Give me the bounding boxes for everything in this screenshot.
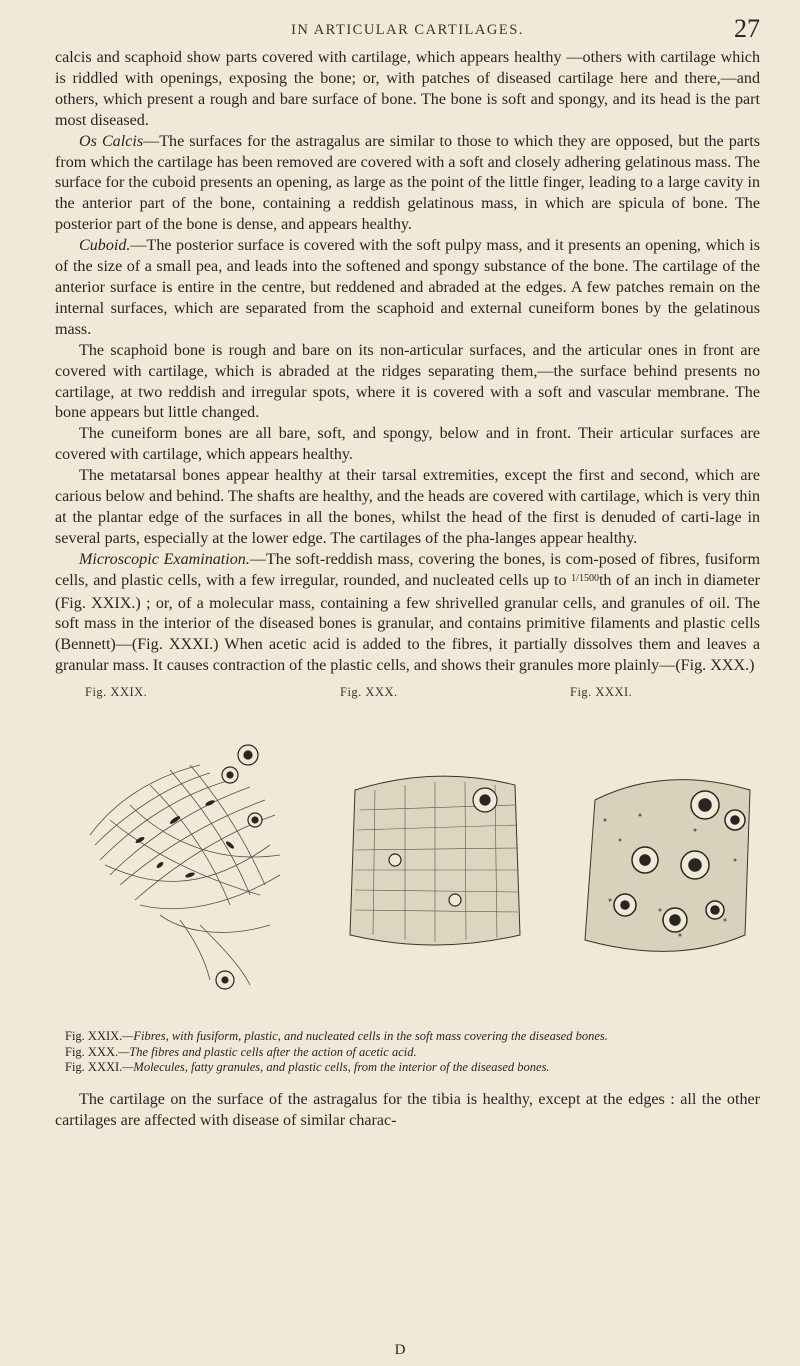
paragraph-astragalus bbox=[55, 1090, 760, 1132]
body-text bbox=[55, 48, 760, 677]
signature-mark: D bbox=[394, 1342, 406, 1358]
fraction: 1/1500 bbox=[571, 572, 599, 584]
page bbox=[55, 14, 760, 1132]
caption-number: Fig. XXX. bbox=[65, 1044, 119, 1059]
figure-xxix-illustration bbox=[80, 725, 305, 1015]
figure-label-xxix: Fig. XXIX. bbox=[85, 685, 148, 700]
paragraph-os-calcis bbox=[55, 132, 760, 237]
paragraph-cuneiform bbox=[55, 424, 760, 466]
running-head bbox=[55, 14, 760, 48]
paragraph-text: calcis and scaphoid show parts covered with cartilage, which appears healthy —others with cartilage which is riddled with openings, exposing the bone; or, with patches of diseased cartilage here and there,—and others, which present a rough and bare surface of bone. The bone is soft and spongy, and its head is the part most diseased. bbox=[55, 49, 760, 129]
figure-plate bbox=[55, 685, 760, 1025]
paragraph-text: The metatarsal bones appear healthy at their tarsal extremities, except the first and second, which are carious below and behind. The shafts are healthy, and the heads are covered with cartilage, which is very thin at the plantar edge of the surfaces in all the bones, whilst the head of the first is denuded of carti-lage in several parts, especially at the lower edge. The cartilages of the pha-langes appear healthy. bbox=[55, 467, 760, 547]
running-title: IN ARTICULAR CARTILAGES. bbox=[291, 22, 524, 38]
caption-xxx bbox=[55, 1045, 760, 1061]
figure-label-xxx: Fig. XXX. bbox=[340, 685, 398, 700]
paragraph-text: The cuneiform bones are all bare, soft, and spongy, below and in front. Their articular surfaces are covered with cartilage, which appears healthy. bbox=[55, 425, 760, 464]
paragraph-text: of an inch in diameter (Fig. XXIX.) ; or, of a molecular mass, containing a few shrivelled granular cells, and granules of oil. The soft mass in the interior of the diseased bones is granular, and contains primitive filaments and plastic cells (Bennett)—(Fig. XXXI.) When acetic acid is added to the fibres, it partially dissolves them and leaves a granular mass. It causes contraction of the plastic cells, and shows their granules more plainly—(Fig. XXX.) bbox=[55, 571, 760, 675]
figure-label-xxxi: Fig. XXXI. bbox=[570, 685, 633, 700]
paragraph-cuboid bbox=[55, 236, 760, 341]
paragraph-1 bbox=[55, 48, 760, 132]
caption-text: —Fibres, with fusiform, plastic, and nucleated cells in the soft mass covering the diseased bones. bbox=[122, 1029, 608, 1044]
page-number: 27 bbox=[734, 14, 760, 43]
fraction-suffix: th bbox=[598, 571, 612, 589]
body-text-continued bbox=[55, 1090, 760, 1132]
paragraph-microscopic bbox=[55, 550, 760, 677]
caption-number: Fig. XXXI. bbox=[65, 1060, 123, 1075]
paragraph-text: —The soft-reddish mass, covering the bones, is com-posed of fibres, fusiform cells, and plastic cells, with a few irregular, rounded, and nucleated cells up to bbox=[55, 550, 760, 589]
paragraph-text: —The posterior surface is covered with the soft pulpy mass, and it presents an opening, which is of the size of a small pea, and leads into the softened and spongy substance of the bone. The cartilage of the anterior surface is entire in the centre, but reddened and abraded at the edges. A few patches remain on the internal surfaces, which are separated from the scaphoid and external cuneiform bones by the gelatinous mass. bbox=[55, 237, 760, 338]
paragraph-metatarsal bbox=[55, 466, 760, 550]
paragraph-text: —The surfaces for the astragalus are similar to those to which they are opposed, but the parts from which the cartilage has been removed are covered with a soft and closely adhering gelatinous mass. The surface for the cuboid presents an opening, as large as the point of the little finger, leading to a large cavity in the anterior part of the bone, containing a reddish gelatinous mass, in which are spicula of bone. The posterior part of the bone is dense, and appears healthy. bbox=[55, 132, 760, 234]
caption-text: —Molecules, fatty granules, and plastic cells, from the interior of the diseased bones. bbox=[122, 1060, 550, 1075]
figure-xxx-illustration bbox=[335, 760, 530, 960]
caption-xxxi bbox=[55, 1060, 760, 1076]
caption-xxix bbox=[55, 1029, 760, 1045]
paragraph-text: The scaphoid bone is rough and bare on its non-articular surfaces, and the articular ones in front are covered with cartilage, which is abraded at the ridges separating them,—the surface behind presents no cartilage, at two reddish and irregular spots, where it is covered with a soft and vascular membrane. The bone appears but little changed. bbox=[55, 341, 760, 422]
figure-xxxi-illustration bbox=[565, 760, 760, 965]
paragraph-text: The cartilage on the surface of the astragalus for the tibia is healthy, except at the edges : all the other cartilages are affected with disease of similar charac- bbox=[55, 1090, 760, 1129]
paragraph-lead: Microscopic Examination. bbox=[79, 550, 250, 568]
paragraph-lead: Os Calcis bbox=[79, 132, 144, 150]
caption-number: Fig. XXIX. bbox=[65, 1029, 123, 1044]
paragraph-scaphoid bbox=[55, 341, 760, 425]
caption-text: —The fibres and plastic cells after the action of acetic acid. bbox=[118, 1044, 417, 1059]
paragraph-lead: Cuboid. bbox=[79, 237, 131, 255]
figure-captions bbox=[55, 1029, 760, 1076]
